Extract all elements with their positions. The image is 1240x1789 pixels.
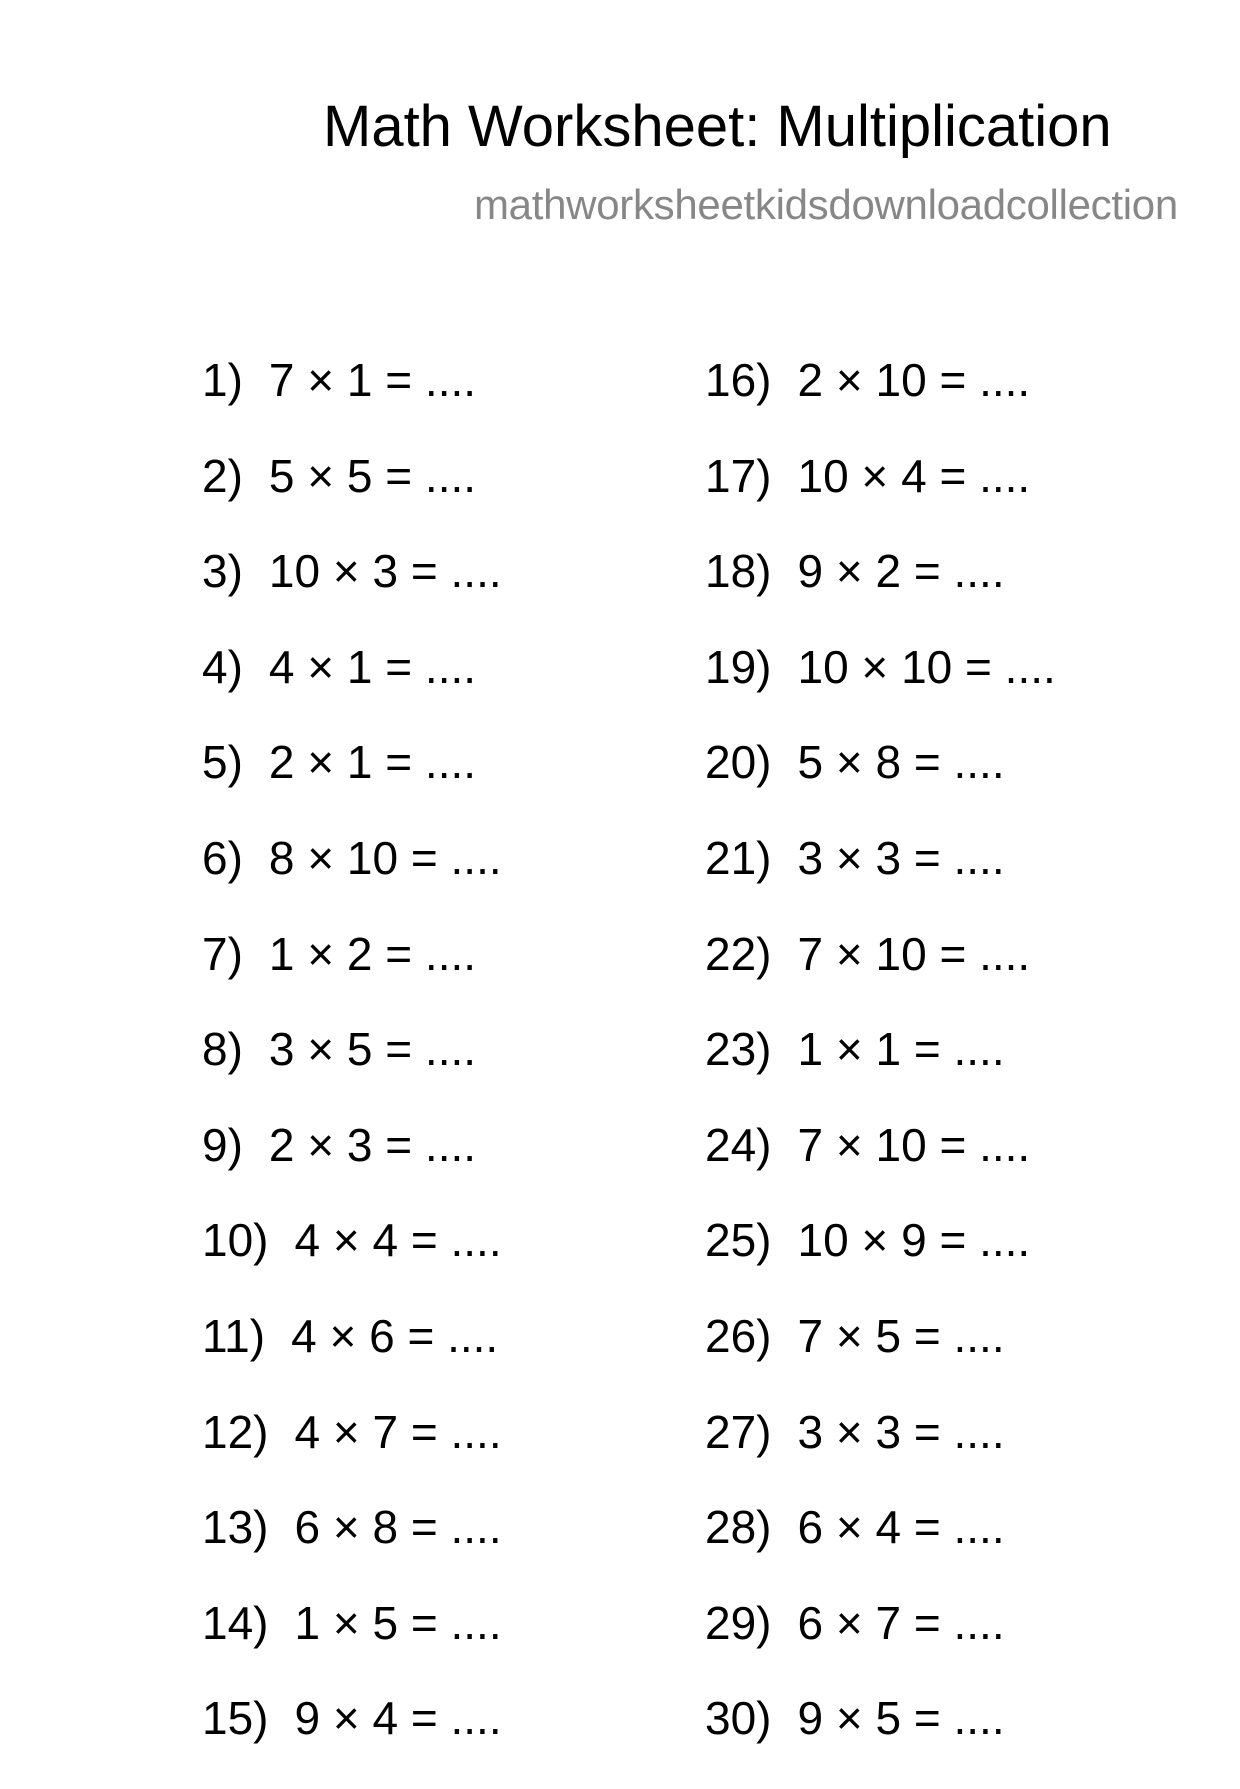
problem-item (705, 1024, 1056, 1120)
problem-number: 29) (705, 1596, 772, 1649)
problem-item (202, 642, 502, 738)
problem-expression: 3 × 5 = .... (268, 1023, 477, 1076)
problem-number: 21) (705, 831, 772, 884)
problem-expression: 1 × 2 = .... (268, 927, 477, 980)
problem-item (705, 451, 1056, 547)
problem-expression: 7 × 1 = .... (268, 354, 477, 406)
problem-expression: 10 × 3 = .... (268, 545, 502, 598)
problem-number: 17) (705, 449, 772, 502)
problem-number: 2) (202, 449, 243, 502)
problem-number: 9) (202, 1118, 243, 1171)
problem-expression: 6 × 8 = .... (294, 1501, 502, 1554)
problem-number: 12) (202, 1405, 269, 1458)
problem-item (705, 929, 1056, 1025)
problem-number: 14) (202, 1596, 269, 1649)
problem-expression: 8 × 10 = .... (268, 831, 502, 884)
problem-number: 1) (202, 354, 243, 406)
problem-item (705, 546, 1056, 642)
problem-expression: 3 × 3 = .... (797, 1405, 1005, 1458)
problems-right-column (705, 355, 1056, 1789)
problem-number: 11) (202, 1309, 266, 1362)
problem-number: 5) (202, 736, 243, 789)
problem-item (202, 1215, 502, 1311)
problem-item (202, 546, 502, 642)
problem-expression: 6 × 7 = .... (797, 1596, 1005, 1649)
problem-expression: 7 × 10 = .... (797, 927, 1031, 980)
problem-item (705, 642, 1056, 738)
problem-number: 6) (202, 831, 243, 884)
problem-number: 19) (705, 640, 772, 693)
problem-expression: 4 × 4 = .... (294, 1214, 502, 1267)
problem-number: 16) (705, 354, 772, 406)
problem-expression: 5 × 8 = .... (797, 736, 1005, 789)
problem-item (705, 1215, 1056, 1311)
problem-item (202, 1024, 502, 1120)
problem-number: 25) (705, 1214, 772, 1267)
problem-expression: 9 × 4 = .... (294, 1692, 502, 1745)
problem-expression: 5 × 5 = .... (268, 449, 477, 502)
page-title: Math Worksheet: Multiplication (323, 94, 1112, 159)
problem-number: 13) (202, 1501, 269, 1554)
problem-item (705, 1120, 1056, 1216)
problem-number: 26) (705, 1309, 772, 1362)
problem-number: 18) (705, 545, 772, 598)
problem-item (202, 1311, 502, 1407)
problem-number: 7) (202, 927, 243, 980)
problem-item (202, 355, 502, 451)
problems-left-column (202, 355, 502, 1789)
problem-number: 10) (202, 1214, 269, 1267)
problem-expression: 2 × 3 = .... (268, 1118, 477, 1171)
problem-expression: 10 × 9 = .... (797, 1214, 1031, 1267)
problem-number: 28) (705, 1501, 772, 1554)
problem-expression: 7 × 5 = .... (797, 1309, 1005, 1362)
problem-expression: 1 × 1 = .... (797, 1023, 1005, 1076)
problem-item (202, 833, 502, 929)
problem-item (202, 1502, 502, 1598)
problem-number: 8) (202, 1023, 243, 1076)
problem-expression: 3 × 3 = .... (797, 831, 1005, 884)
problem-expression: 7 × 10 = .... (797, 1118, 1031, 1171)
problem-item (202, 1693, 502, 1789)
problem-expression: 2 × 10 = .... (797, 354, 1031, 406)
problem-expression: 10 × 4 = .... (797, 449, 1031, 502)
problem-item (202, 1407, 502, 1503)
problem-item (202, 451, 502, 547)
problem-expression: 1 × 5 = .... (294, 1596, 502, 1649)
problem-number: 24) (705, 1118, 772, 1171)
problem-item (705, 1407, 1056, 1503)
problem-item (202, 929, 502, 1025)
problem-number: 27) (705, 1405, 772, 1458)
problem-number: 15) (202, 1692, 269, 1745)
problem-expression: 4 × 7 = .... (294, 1405, 502, 1458)
problem-number: 3) (202, 545, 243, 598)
problem-number: 4) (202, 640, 243, 693)
problem-expression: 6 × 4 = .... (797, 1501, 1005, 1554)
problem-item (705, 1598, 1056, 1694)
problem-expression: 4 × 6 = .... (291, 1309, 499, 1362)
problem-number: 22) (705, 927, 772, 980)
page-subtitle: mathworksheetkidsdownloadcollection (474, 181, 1178, 228)
problem-item (705, 1502, 1056, 1598)
problem-item (705, 737, 1056, 833)
problem-item (705, 355, 1056, 451)
problem-item (202, 1120, 502, 1216)
problem-item (705, 1693, 1056, 1789)
problem-item (705, 833, 1056, 929)
problem-expression: 10 × 10 = .... (797, 640, 1056, 693)
problem-number: 30) (705, 1692, 772, 1745)
problem-expression: 4 × 1 = .... (268, 640, 477, 693)
problem-item (202, 1598, 502, 1694)
problem-item (705, 1311, 1056, 1407)
problem-expression: 9 × 2 = .... (797, 545, 1005, 598)
problem-expression: 2 × 1 = .... (268, 736, 477, 789)
problem-expression: 9 × 5 = .... (797, 1692, 1005, 1745)
problem-item (202, 737, 502, 833)
problem-number: 20) (705, 736, 772, 789)
problem-number: 23) (705, 1023, 772, 1076)
